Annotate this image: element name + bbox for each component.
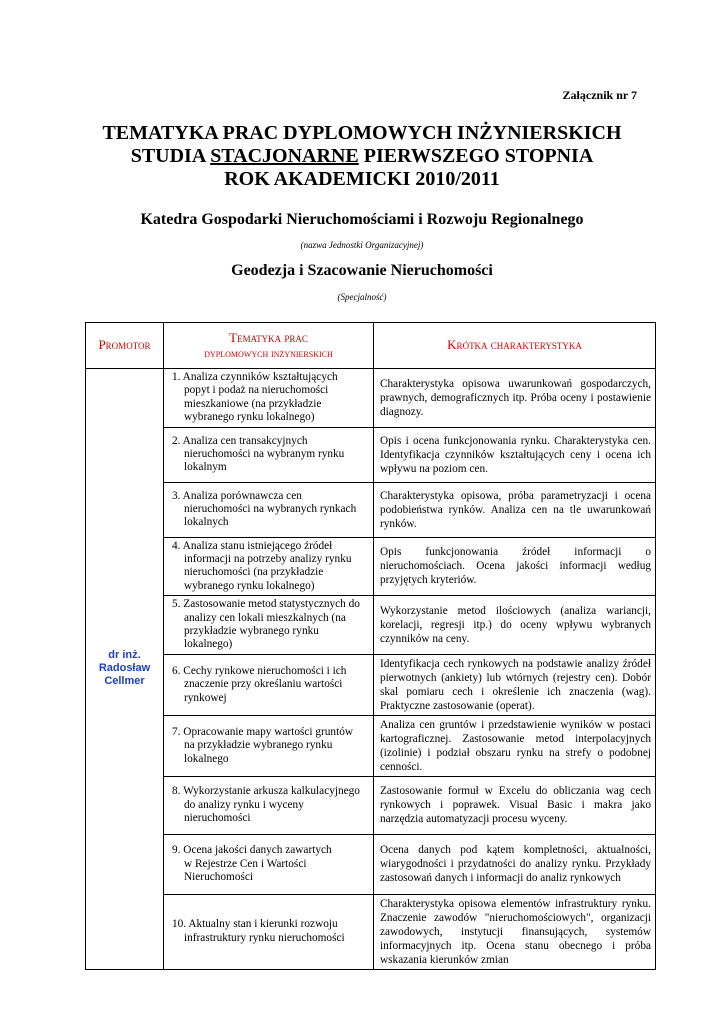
title-line-3: ROK AKADEMICKI 2010/2011	[224, 168, 500, 190]
description-cell: Opis funkcjonowania źródeł informacji o nieruchomościach. Ocena jakości informacji według przyjętych kryteriów.	[374, 537, 656, 596]
topic-cell: 2. Analiza cen transakcyjnych nieruchomości na wybranym rynku lokalnym	[164, 427, 374, 482]
title-underlined-word: STACJONARNE	[210, 145, 359, 167]
table-header-row	[86, 323, 656, 369]
page-title	[0, 122, 724, 191]
table-row	[86, 894, 656, 969]
topic-cell: 4. Analiza stanu istniejącego źródeł informacji na potrzeby analizy rynku nieruchomości (na przykładzie wybranego rynku lokalnego)	[164, 537, 374, 596]
table-row	[86, 776, 656, 834]
topic-cell: 8. Wykorzystanie arkusza kalkulacyjnego do analizy rynku i wyceny nieruchomości	[164, 776, 374, 834]
table-row	[86, 596, 656, 655]
description-cell: Opis i ocena funkcjonowania rynku. Charakterystyka cen. Identyfikacja czynników kształtujących ceny i ocena ich wpływu na poziom cen.	[374, 427, 656, 482]
description-cell: Charakterystyka opisowa, próba parametryzacji i ocena podobieństwa rynków. Analiza cen na tle uwarunkowań rynków.	[374, 482, 656, 537]
header-description: Krótka charakterystyka	[374, 323, 656, 369]
department-note: (nazwa Jednostki Organizacyjnej)	[300, 240, 424, 250]
topics-table	[85, 322, 656, 970]
table-row	[86, 369, 656, 428]
promotor-name: dr inż. Radosław Cellmer	[86, 369, 164, 970]
table-row	[86, 834, 656, 894]
topic-cell: 7. Opracowanie mapy wartości gruntów na przykładzie wybranego rynku lokalnego	[164, 715, 374, 776]
header-promotor: Promotor	[86, 323, 164, 369]
table-row	[86, 482, 656, 537]
specialization-name: Geodezja i Szacowanie Nieruchomości	[231, 262, 493, 279]
table-row	[86, 537, 656, 596]
topic-cell: 9. Ocena jakości danych zawartych w Rejestrze Cen i Wartości Nieruchomości	[164, 834, 374, 894]
table-row	[86, 715, 656, 776]
topic-cell: 6. Cechy rynkowe nieruchomości i ich znaczenie przy określaniu wartości rynkowej	[164, 654, 374, 715]
description-cell: Zastosowanie formuł w Excelu do obliczania wag cech rynkowych i poprawek. Visual Basic i makra jako narzędzia automatyzacji procesu wyceny.	[374, 776, 656, 834]
description-cell: Identyfikacja cech rynkowych na podstawie analizy źródeł pierwotnych (ankiety) lub wtórnych (rejestry cen). Dobór skal pomiaru cech i określenie ich znaczenia (wag). Praktyczne zastosowanie (operat).	[374, 654, 656, 715]
table-row	[86, 654, 656, 715]
topic-cell: 10. Aktualny stan i kierunki rozwoju infrastruktury rynku nieruchomości	[164, 894, 374, 969]
table-row	[86, 427, 656, 482]
description-cell: Analiza cen gruntów i przedstawienie wyników w postaci kartograficznej. Zastosowanie metod interpolacyjnych (izolinie) i podział obszaru rynku na strefy o podobnej cenności.	[374, 715, 656, 776]
annex-label: Załącznik nr 7	[562, 88, 637, 102]
specialization-note: (Specjalność)	[337, 292, 387, 302]
topic-cell: 5. Zastosowanie metod statystycznych do analizy cen lokali mieszkalnych (na przykładzie wybranego rynku lokalnego)	[164, 596, 374, 655]
title-line-2: STUDIA STACJONARNE PIERWSZEGO STOPNIA	[130, 145, 594, 167]
topic-cell: 1. Analiza czynników kształtujących popyt i podaż na nieruchomości mieszkaniowe (na przykładzie wybranego rynku lokalnego)	[164, 369, 374, 428]
description-cell: Wykorzystanie metod ilościowych (analiza wariancji, korelacji, regresji itp.) do oceny wpływu wybranych czynników na ceny.	[374, 596, 656, 655]
description-cell: Charakterystyka opisowa elementów infrastruktury rynku. Znaczenie zawodów "nieruchomościowych", organizacji zawodowych, instytucji finansujących, systemów informacyjnych itp. Ocena stanu obecnego i próba wskazania kierunków zmian	[374, 894, 656, 969]
description-cell: Ocena danych pod kątem kompletności, aktualności, wiarygodności i przydatności do analizy rynku. Przykłady zastosowań danych i informacji do analiz rynkowych	[374, 834, 656, 894]
header-topics: Tematyka prac dyplomowych inżynierskich	[164, 323, 374, 369]
description-cell: Charakterystyka opisowa uwarunkowań gospodarczych, prawnych, demograficznych itp. Próba oceny i postawienie diagnozy.	[374, 369, 656, 428]
topic-cell: 3. Analiza porównawcza cen nieruchomości na wybranych rynkach lokalnych	[164, 482, 374, 537]
department-name: Katedra Gospodarki Nieruchomościami i Rozwoju Regionalnego	[140, 211, 584, 228]
title-line-1: TEMATYKA PRAC DYPLOMOWYCH INŻYNIERSKICH	[102, 122, 622, 144]
